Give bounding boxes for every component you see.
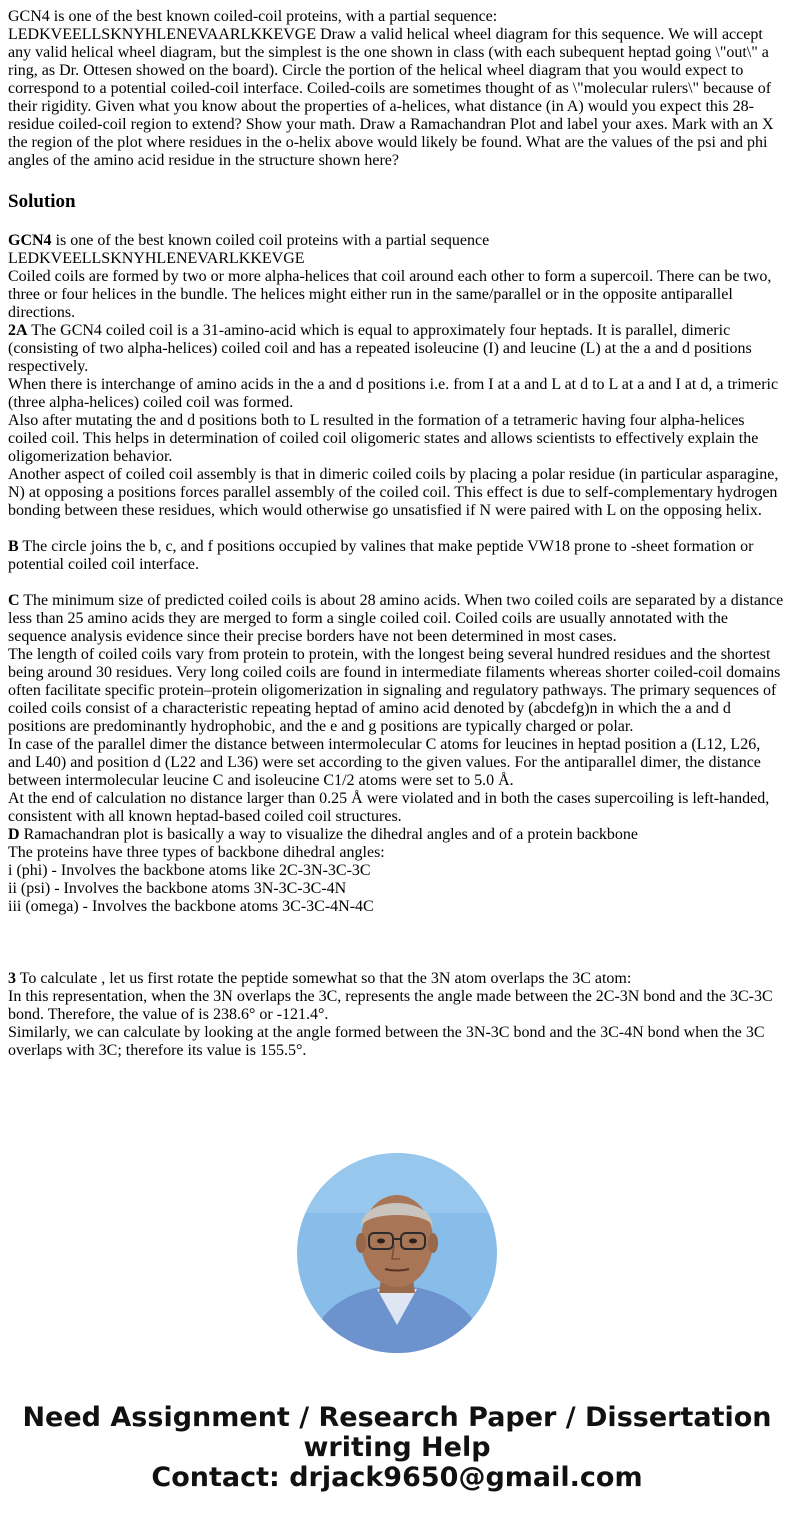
promo-banner	[0, 1403, 794, 1493]
intro-sequence: LEDKVEELLSKNYHLENEVARLKKEVGE	[8, 250, 305, 267]
angle-item-omega: iii (omega) - Involves the backbone atoms 3C-3C-4N-4C	[8, 898, 374, 915]
intro-bold: GCN4	[8, 232, 52, 249]
intro-text: is one of the best known coiled coil proteins with a partial sequence	[51, 232, 490, 249]
mutating-paragraph: Also after mutating the and d positions both to L resulted in the formation of a tetrameric having four alpha-helices coiled coil. This helps in determination of coiled coil oligomeric states and allows scientists to effectively explain the oligomerization behavior.	[8, 412, 759, 465]
part-3-label: 3	[8, 970, 16, 987]
part-2a-text: The GCN4 coiled coil is a 31-amino-acid which is equal to approximately four heptads. It is parallel, dimeric (consisting of two alpha-helices) coiled coil and has a repeated isoleucine (I) and leucine (L) at the a and d positions respectively.	[8, 322, 752, 375]
angle-item-psi: ii (psi) - Involves the backbone atoms 3N-3C-3C-4N	[8, 880, 347, 897]
solution-heading: Solution	[8, 191, 76, 212]
part-d-label: D	[8, 826, 20, 843]
coiled-coils-paragraph: Coiled coils are formed by two or more alpha-helices that coil around each other to form a supercoil. There can be two, three or four helices in the bundle. The helices might either run in the same/parallel or in the opposite antiparallel directions.	[8, 268, 772, 321]
another-aspect-paragraph: Another aspect of coiled coil assembly is that in dimeric coiled coils by placing a polar residue (in particular asparagine, N) at opposing a positions forces parallel assembly of the coiled coil. This effect is due to self-complementary hydrogen bonding between these residues, which would otherwise go unsatisfied if N were paired with L on the opposing helix.	[8, 466, 779, 519]
intro-paragraph	[8, 232, 786, 520]
part-b-text: The circle joins the b, c, and f positions occupied by valines that make peptide VW18 prone to -sheet formation or potential coiled coil interface.	[8, 538, 754, 573]
part-b-paragraph	[8, 538, 786, 574]
end-calculation-paragraph: At the end of calculation no distance larger than 0.25 Å were violated and in both the cases supercoiling is left-handed, consistent with all known heptad-based coiled coil structures.	[8, 790, 770, 825]
similarly-paragraph: Similarly, we can calculate by looking at the angle formed between the 3N-3C bond and the 3C-4N bond when the 3C overlaps with 3C; therefore its value is 155.5°.	[8, 1024, 765, 1059]
part-c-label: C	[8, 592, 20, 609]
part-b-label: B	[8, 538, 19, 555]
parallel-dimer-paragraph: In case of the parallel dimer the distance between intermolecular C atoms for leucines in heptad position a (L12, L26, and L40) and position d (L22 and L36) were set according to the given values. For the antiparallel dimer, the distance between intermolecular leucine C and isoleucine C1/2 atoms were set to 5.0 Å.	[8, 736, 761, 789]
representation-paragraph: In this representation, when the 3N overlaps the 3C, represents the angle made between the 2C-3N bond and the 3C-3C bond. Therefore, the value of is 238.6° or -121.4°.	[8, 988, 773, 1023]
interchange-paragraph: When there is interchange of amino acids in the a and d positions i.e. from I at a and L at d to L at a and I at d, a trimeric (three alpha-helices) coiled coil was formed.	[8, 376, 779, 411]
avatar	[297, 1153, 497, 1353]
question-text: GCN4 is one of the best known coiled-coil proteins, with a partial sequence: LEDKVEELLSKNYHLENEVAARLKKEVGE Draw a valid helical wheel diagram for this sequence. We will accept any valid helical wheel diagram, but the simplest is the one shown in class (with each subequent heptad going \"out\" a ring, as Dr. Ottesen showed on the board). Circle the portion of the helical wheel diagram that you would expect to correspond to a potential coiled-coil interface. Coiled-coils are sometimes thought of as \"molecular rulers\" because of their rigidity. Given what you know about the properties of a-helices, what distance (in A) would you expect this 28-residue coiled-coil region to extend? Show your math. Draw a Ramachandran Plot and label your axes. Mark with an X the region of the plot where residues in the o-helix above would likely be found. What are the values of the psi and phi angles of the amino acid residue in the structure shown here?	[8, 8, 774, 169]
part-3-paragraph	[8, 970, 786, 1060]
part-2a-label: 2A	[8, 322, 28, 339]
part-c-paragraph	[8, 592, 786, 916]
angle-item-phi: i (phi) - Involves the backbone atoms like 2C-3N-3C-3C	[8, 862, 371, 879]
part-d-text: Ramachandran plot is basically a way to visualize the dihedral angles and of a protein backbone	[19, 826, 639, 843]
promo-contact: Contact: drjack9650@gmail.com	[151, 1462, 643, 1493]
part-c-text: The minimum size of predicted coiled coils is about 28 amino acids. When two coiled coils are separated by a distance less than 25 amino acids they are merged to form a single coiled coil. Coiled coils are usually annotated with the sequence analysis evidence since their precise borders have not been determined in most cases.	[8, 592, 784, 645]
three-types-paragraph: The proteins have three types of backbone dihedral angles:	[8, 844, 385, 861]
length-paragraph: The length of coiled coils vary from protein to protein, with the longest being several hundred residues and the shortest being around 30 residues. Very long coiled coils are found in intermediate filaments whereas shorter coiled-coil domains often facilitate specific protein–protein oligomerization in signaling and regulatory pathways. The primary sequences of coiled coils consist of a characteristic repeating heptad of amino acid denoted by (abcdefg)n in which the a and d positions are predominantly hydrophobic, and the e and g positions are typically charged or polar.	[8, 646, 781, 735]
avatar-portrait	[297, 1153, 497, 1353]
promo-headline: Need Assignment / Research Paper / Dissertation writing Help	[22, 1402, 772, 1463]
part-3-text: To calculate , let us first rotate the peptide somewhat so that the 3N atom overlaps the 3C atom:	[16, 970, 632, 987]
